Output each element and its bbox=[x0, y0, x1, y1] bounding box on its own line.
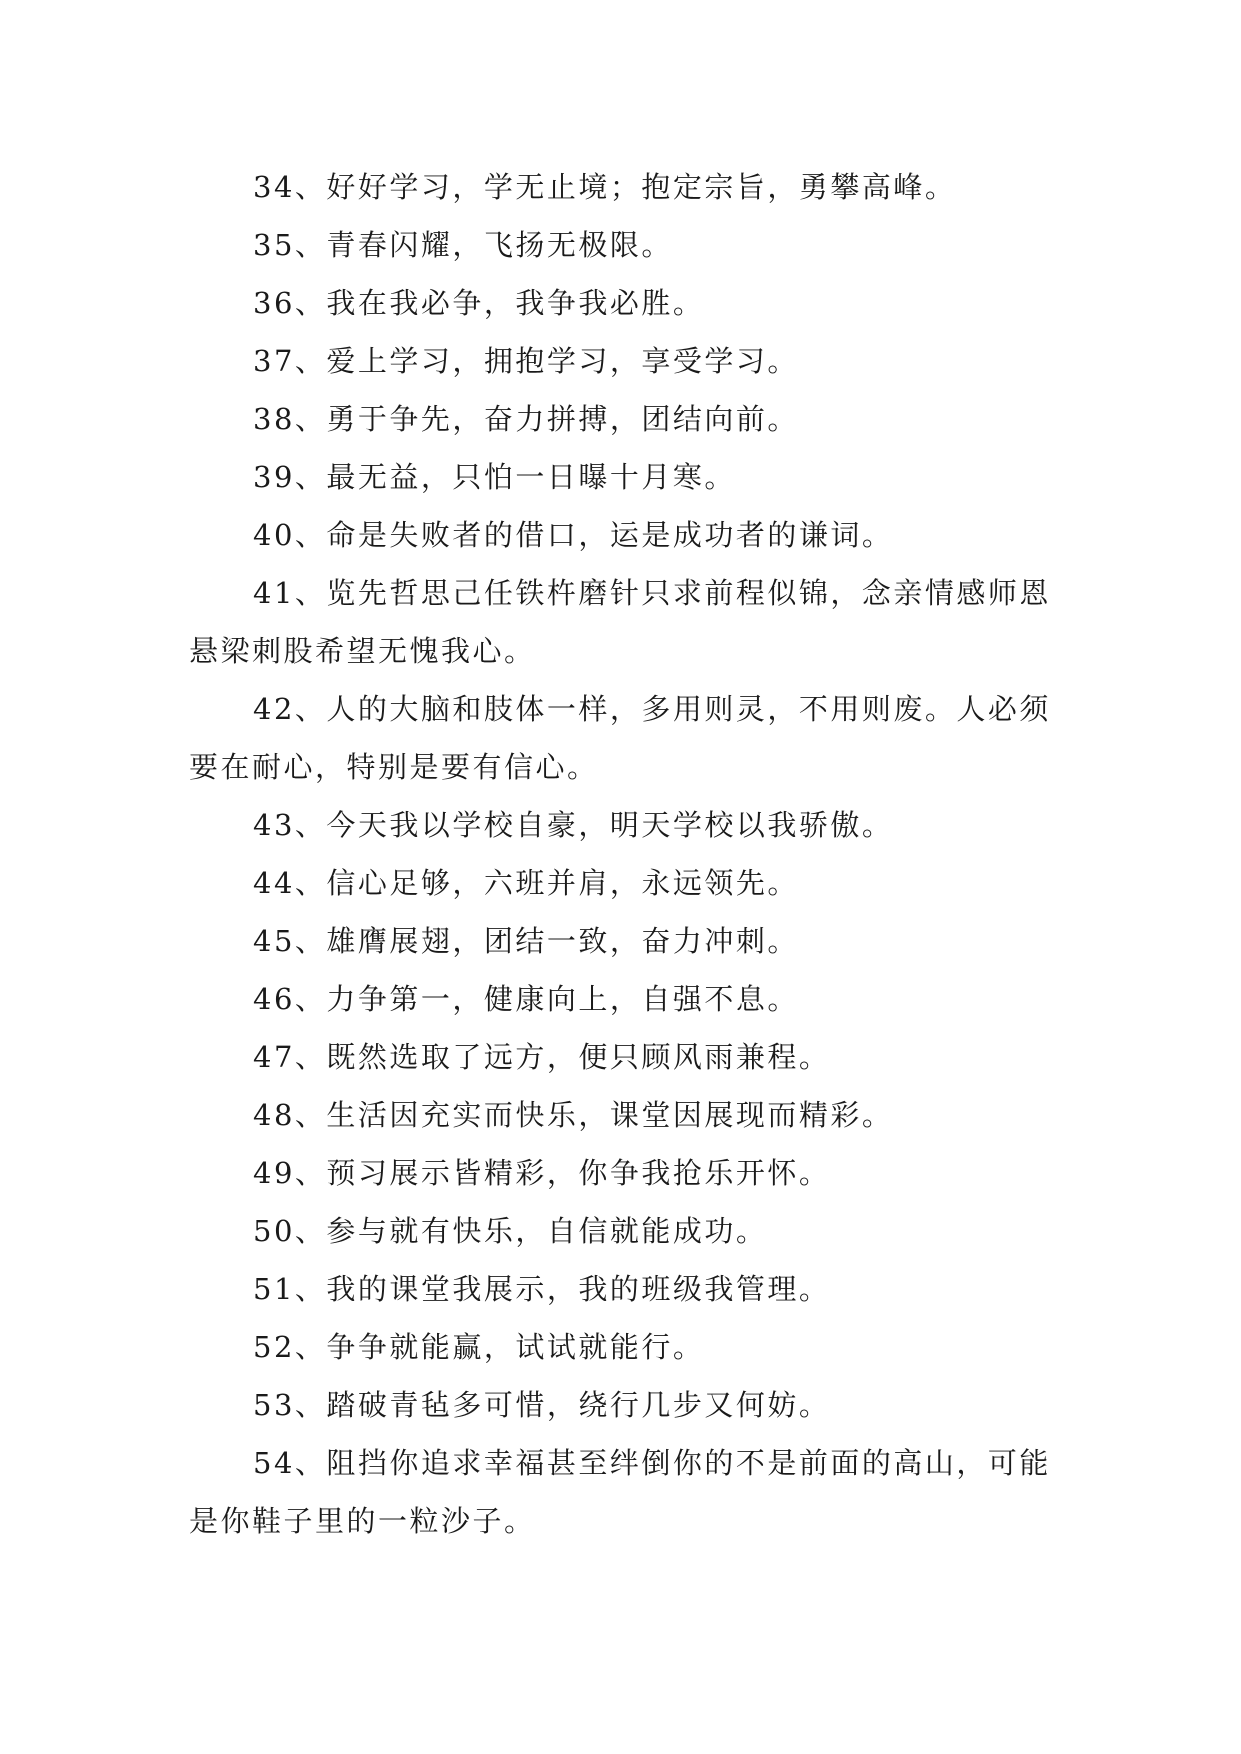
document-body bbox=[189, 158, 1053, 1550]
paragraph-43: 43、今天我以学校自豪，明天学校以我骄傲。 bbox=[253, 808, 894, 842]
paragraph-36: 36、我在我必争，我争我必胜。 bbox=[253, 286, 705, 320]
paragraph-45: 45、雄膺展翅，团结一致，奋力冲刺。 bbox=[253, 924, 799, 958]
paragraph-42: 42、人的大脑和肢体一样，多用则灵，不用则废。人必须要在耐心，特别是要有信心。 bbox=[189, 692, 1051, 784]
paragraph-46: 46、力争第一，健康向上，自强不息。 bbox=[253, 982, 799, 1016]
paragraph-54: 54、阻挡你追求幸福甚至绊倒你的不是前面的高山，可能是你鞋子里的一粒沙子。 bbox=[189, 1446, 1051, 1538]
paragraph-48: 48、生活因充实而快乐，课堂因展现而精彩。 bbox=[253, 1098, 894, 1132]
paragraph-39: 39、最无益，只怕一日曝十月寒。 bbox=[253, 460, 736, 494]
paragraph-51: 51、我的课堂我展示，我的班级我管理。 bbox=[253, 1272, 831, 1306]
paragraph-40: 40、命是失败者的借口，运是成功者的谦词。 bbox=[253, 518, 894, 552]
paragraph-41: 41、览先哲思己任铁杵磨针只求前程似锦，念亲情感师恩悬梁刺股希望无愧我心。 bbox=[189, 576, 1051, 668]
paragraph-44: 44、信心足够，六班并肩，永远领先。 bbox=[253, 866, 799, 900]
paragraph-34: 34、好好学习，学无止境；抱定宗旨，勇攀高峰。 bbox=[253, 170, 957, 204]
paragraph-38: 38、勇于争先，奋力拼搏，团结向前。 bbox=[253, 402, 799, 436]
paragraph-35: 35、青春闪耀，飞扬无极限。 bbox=[253, 228, 673, 262]
paragraph-37: 37、爱上学习，拥抱学习，享受学习。 bbox=[253, 344, 799, 378]
paragraph-49: 49、预习展示皆精彩，你争我抢乐开怀。 bbox=[253, 1156, 831, 1190]
paragraph-53: 53、踏破青毡多可惜，绕行几步又何妨。 bbox=[253, 1388, 831, 1422]
paragraph-50: 50、参与就有快乐，自信就能成功。 bbox=[253, 1214, 768, 1248]
paragraph-52: 52、争争就能赢，试试就能行。 bbox=[253, 1330, 705, 1364]
paragraph-47: 47、既然选取了远方，便只顾风雨兼程。 bbox=[253, 1040, 831, 1074]
